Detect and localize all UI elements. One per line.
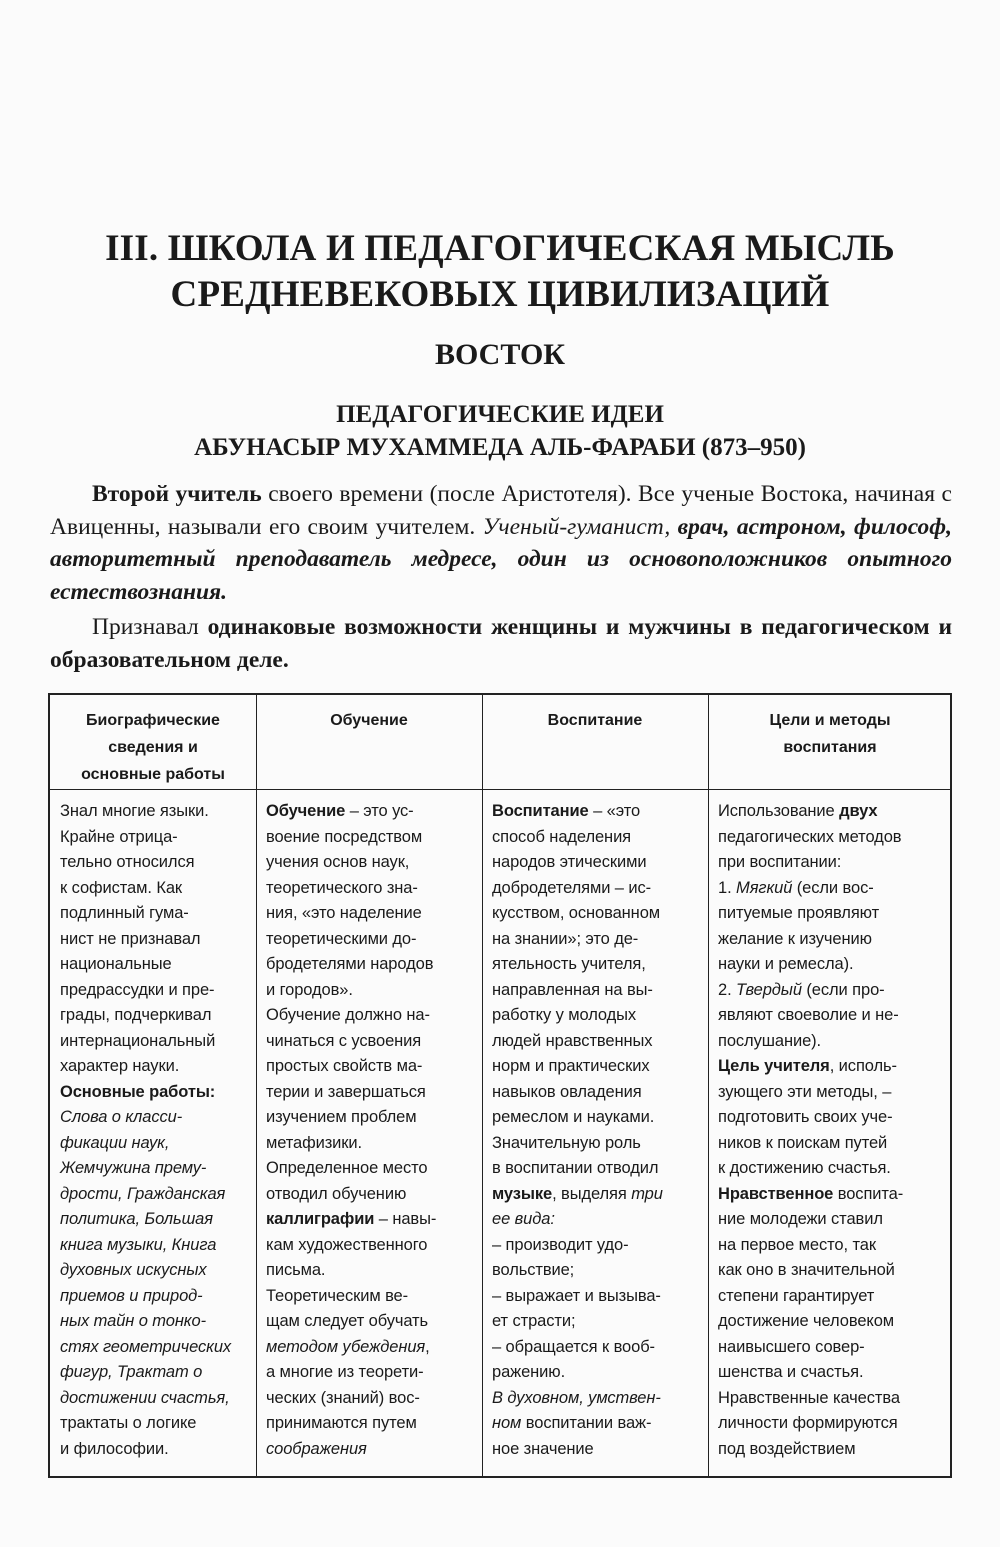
cell-biography xyxy=(60,799,252,1462)
header-biography-line: Биографические xyxy=(86,712,220,729)
cell-line: принимаются путем xyxy=(266,1414,417,1432)
cell-line: предрассудки и пре- xyxy=(60,980,215,999)
cell-line: – обращается к вооб- xyxy=(492,1337,655,1356)
cell-line: политика, Большая xyxy=(60,1210,213,1228)
cell-line: педагогических методов xyxy=(718,827,902,846)
cell-line: фигур, Трактат о xyxy=(60,1363,203,1381)
cell-line: тельно относился xyxy=(60,853,195,871)
header-teaching-label: Обучение xyxy=(330,712,408,729)
cell-line: 1. Мягкий (если вос- xyxy=(718,878,874,897)
cell-line: Значительную роль xyxy=(492,1133,641,1152)
header-upbringing xyxy=(482,707,708,734)
cell-line: Цель учителя, исполь- xyxy=(718,1057,897,1075)
cell-line: Основные работы: xyxy=(60,1082,216,1101)
cell-line: наивысшего совер- xyxy=(718,1337,865,1356)
header-teaching xyxy=(256,707,482,734)
cell-line: каллиграфии – навы- xyxy=(266,1210,437,1228)
cell-line: отводил обучению xyxy=(266,1184,407,1203)
cell-line: национальные xyxy=(60,955,172,973)
cell-line: навыков овладения xyxy=(492,1082,642,1101)
cell-line: кусством, основанном xyxy=(492,904,661,922)
column-divider xyxy=(708,695,709,1476)
column-divider xyxy=(482,695,483,1476)
cell-line: стях геометрических xyxy=(60,1337,232,1356)
cell-line: личности формируются xyxy=(718,1414,898,1432)
pedagogy-table xyxy=(48,693,952,1478)
cell-line: интернациональный xyxy=(60,1031,216,1050)
cell-line: фикации наук, xyxy=(60,1133,170,1152)
cell-line: ятельность учителя, xyxy=(492,955,646,973)
cell-goals-methods xyxy=(718,799,948,1462)
cell-line: учения основ наук, xyxy=(266,853,410,871)
cell-line: методом убеждения, xyxy=(266,1337,430,1356)
cell-line: норм и практических xyxy=(492,1057,650,1075)
cell-line: в воспитании отводил xyxy=(492,1159,659,1177)
chapter-title-line-2: СРЕДНЕВЕКОВЫХ ЦИВИЛИЗАЦИЙ xyxy=(170,274,830,315)
intro-p2-text: Признавал xyxy=(92,614,208,640)
cell-line: на знании»; это де- xyxy=(492,929,639,948)
cell-line: кам художественного xyxy=(266,1235,428,1254)
cell-line: трактаты о логике xyxy=(60,1414,197,1432)
cell-line: при воспитании: xyxy=(718,853,842,871)
intro-text: своего времени (после Аристотеля). Все ученые Востока, начиная с Авиценны, называли его своим учителем. xyxy=(50,481,952,540)
cell-line: Нравственное воспита- xyxy=(718,1184,904,1203)
cell-line: В духовном, умствен- xyxy=(492,1388,661,1407)
cell-line: Определенное место xyxy=(266,1159,428,1177)
cell-line: людей нравственных xyxy=(492,1031,653,1050)
header-goals-line: Цели и методы xyxy=(769,712,891,729)
cell-line: ческих (знаний) вос- xyxy=(266,1388,420,1407)
cell-line: теоретического зна- xyxy=(266,878,418,897)
section-title: ВОСТОК xyxy=(434,338,566,371)
header-goals-methods xyxy=(708,707,952,761)
cell-line: степени гарантирует xyxy=(718,1286,875,1305)
cell-line: послушание). xyxy=(718,1031,822,1050)
cell-line: и философии. xyxy=(60,1439,169,1458)
cell-line: ет страсти; xyxy=(492,1312,576,1330)
cell-line: науки и ремесла). xyxy=(718,955,854,973)
cell-line: подлинный гума- xyxy=(60,904,189,922)
cell-line: Крайне отрица- xyxy=(60,827,178,846)
intro-italic-phrase: Ученый-гуманист, xyxy=(482,513,671,540)
intro-paragraph-2 xyxy=(50,611,952,676)
cell-line: простых свойств ма- xyxy=(266,1057,423,1075)
cell-line: воение посредством xyxy=(266,827,423,846)
cell-line: книга музыки, Книга xyxy=(60,1235,217,1254)
cell-line: а многие из теорети- xyxy=(266,1363,424,1381)
cell-line: Знал многие языки. xyxy=(60,802,209,820)
cell-line: Теоретическим ве- xyxy=(266,1286,409,1305)
cell-line: ное значение xyxy=(492,1439,594,1458)
cell-line: дрости, Гражданская xyxy=(60,1184,226,1203)
cell-line: вольствие; xyxy=(492,1261,575,1279)
cell-line: Использование двух xyxy=(718,802,878,820)
cell-line: грады, подчеркивал xyxy=(60,1006,212,1024)
cell-line: ее вида: xyxy=(492,1210,555,1228)
subsection-title-line-1: ПЕДАГОГИЧЕСКИЕ ИДЕИ xyxy=(336,401,664,428)
cell-line: шенства и счастья. xyxy=(718,1363,864,1381)
cell-line: метафизики. xyxy=(266,1133,363,1152)
cell-line: как оно в значительной xyxy=(718,1261,895,1279)
cell-line: и городов». xyxy=(266,980,353,999)
cell-line: нист не признавал xyxy=(60,929,201,948)
cell-line: соображения xyxy=(266,1439,367,1458)
cell-line: терии и завершаться xyxy=(266,1082,426,1101)
cell-line: теоретическими до- xyxy=(266,929,417,948)
cell-line: добродетелями – ис- xyxy=(492,878,652,897)
cell-line: ния, «это наделение xyxy=(266,904,422,922)
cell-line: Воспитание – «это xyxy=(492,802,641,820)
header-biography-line: основные работы xyxy=(81,766,225,783)
cell-line: чинаться с усвоения xyxy=(266,1031,422,1050)
cell-line: народов этическими xyxy=(492,853,647,871)
cell-line: Нравственные качества xyxy=(718,1388,900,1407)
cell-line: ремеслом и науками. xyxy=(492,1108,655,1126)
intro-bold-phrase: Второй учитель xyxy=(92,481,262,507)
term-teaching: Обучение xyxy=(266,802,346,820)
cell-line: ном воспитании важ- xyxy=(492,1414,652,1432)
intro-paragraph-1 xyxy=(50,478,952,608)
chapter-title xyxy=(50,226,950,318)
cell-line: к достижению счастья. xyxy=(718,1159,891,1177)
cell-line: – выражает и вызыва- xyxy=(492,1286,661,1305)
cell-line: на первое место, так xyxy=(718,1235,876,1254)
cell-line: Слова о класси- xyxy=(60,1108,183,1126)
cell-line: ражению. xyxy=(492,1363,566,1381)
header-upbringing-label: Воспитание xyxy=(547,712,643,729)
cell-line: ников к поискам путей xyxy=(718,1133,888,1152)
cell-upbringing xyxy=(492,799,704,1462)
cell-line: под воздействием xyxy=(718,1439,856,1458)
intro-bold-italic-phrase: врач, астроном, философ, авторитетный преподаватель медресе, один из основоположников опытного естествознания. xyxy=(50,513,952,605)
column-divider xyxy=(256,695,257,1476)
cell-line: характер науки. xyxy=(60,1057,180,1075)
cell-line: – производит удо- xyxy=(492,1235,629,1254)
subsection-title-line-2: АБУНАСЫР МУХАММЕДА АЛЬ-ФАРАБИ (873–950) xyxy=(194,434,806,461)
header-biography-line: сведения и xyxy=(108,739,198,756)
cell-line: к софистам. Как xyxy=(60,878,183,897)
cell-line: питуемые проявляют xyxy=(718,904,880,922)
cell-line: являют своеволие и не- xyxy=(718,1006,899,1024)
cell-line: достижении счастья, xyxy=(60,1388,230,1407)
cell-line: достижение человеком xyxy=(718,1312,895,1330)
header-goals-line: воспитания xyxy=(783,739,877,756)
chapter-title-line-1: III. ШКОЛА И ПЕДАГОГИЧЕСКАЯ МЫСЛЬ xyxy=(105,228,895,269)
cell-line: приемов и природ- xyxy=(60,1286,203,1305)
cell-line: зующего эти методы, – xyxy=(718,1082,892,1101)
cell-line: 2. Твердый (если про- xyxy=(718,980,885,999)
cell-line: Обучение должно на- xyxy=(266,1006,430,1024)
intro-p2-bold: одинаковые возможности женщины и мужчины в педагогическом и образовательном деле. xyxy=(50,614,952,673)
cell-line: духовных искусных xyxy=(60,1261,207,1279)
cell-line: способ наделения xyxy=(492,827,632,846)
cell-line: Обучение – это ус- xyxy=(266,802,414,820)
cell-line: бродетелями народов xyxy=(266,955,434,973)
cell-line: желание к изучению xyxy=(718,929,872,948)
cell-line: изучением проблем xyxy=(266,1108,417,1126)
cell-line: ние молодежи ставил xyxy=(718,1210,883,1228)
cell-line: направленная на вы- xyxy=(492,980,653,999)
header-biography xyxy=(50,707,256,788)
cell-line: музыке, выделяя три xyxy=(492,1184,663,1203)
cell-line: письма. xyxy=(266,1261,326,1279)
cell-line: работку у молодых xyxy=(492,1006,637,1024)
cell-line: щам следует обучать xyxy=(266,1312,429,1330)
cell-teaching xyxy=(266,799,478,1462)
cell-line: Жемчужина прему- xyxy=(60,1159,207,1177)
cell-line: ных тайн о тонко- xyxy=(60,1312,206,1330)
cell-line: подготовить своих уче- xyxy=(718,1108,893,1126)
subsection-title xyxy=(50,398,950,464)
